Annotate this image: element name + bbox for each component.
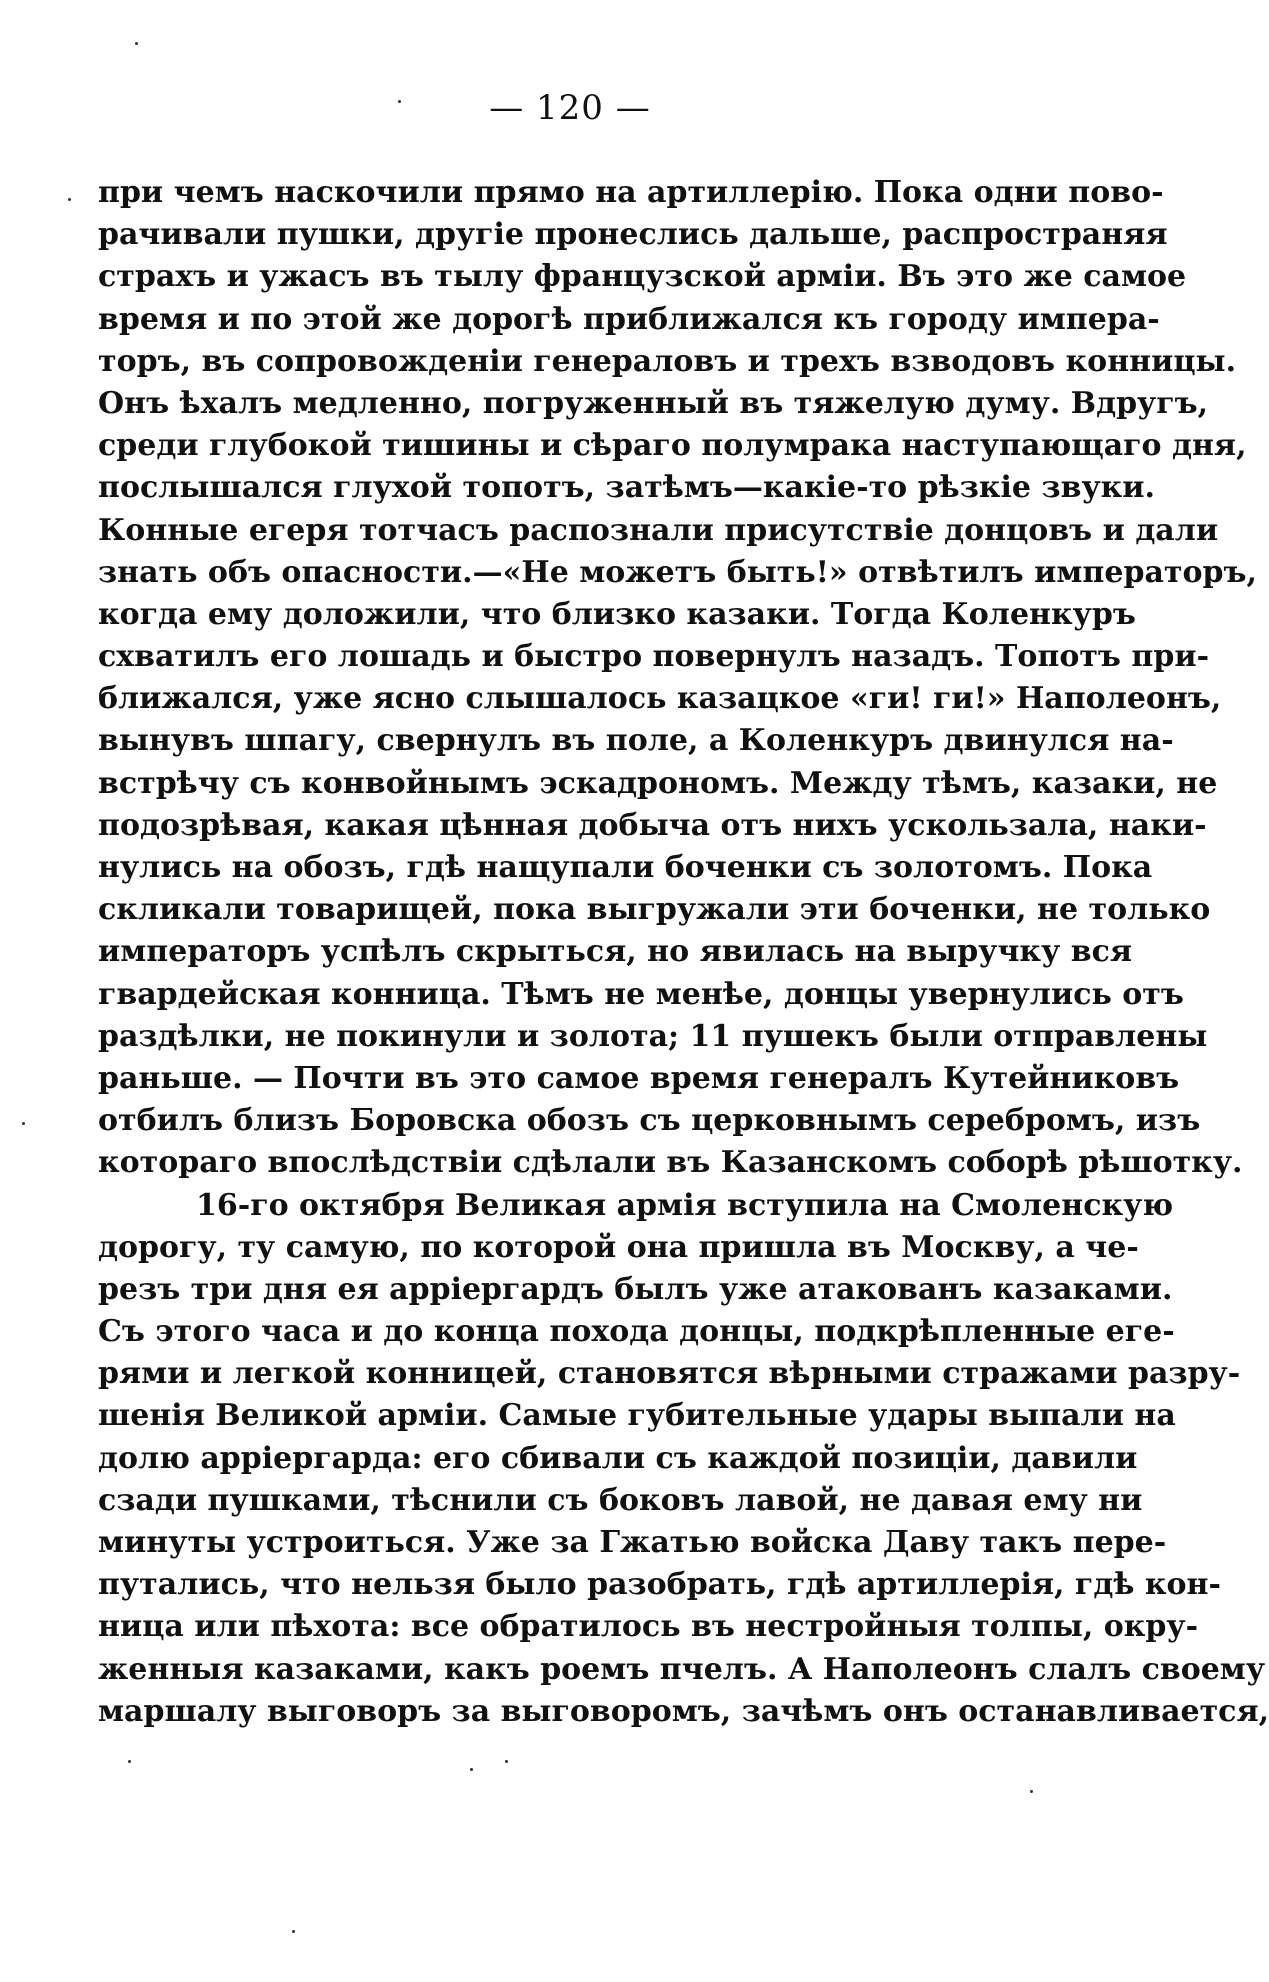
scan-speck [135,42,138,45]
text-line: маршалу выговоръ за выговоромъ, зачѣмъ онъ останавливается, [98,1693,1269,1729]
scan-speck [292,1930,295,1933]
text-line: резъ три дня ея арріергардъ былъ уже атакованъ казаками. [98,1271,1173,1307]
scan-speck [68,198,71,201]
text-line: ближался, уже ясно слышалось казацкое «ги! ги!» Наполеонъ, [98,681,1222,717]
text-line: ница или пѣхота: все обратилось въ нестройныя толпы, окру- [98,1609,1199,1645]
text-line: среди глубокой тишины и сѣраго полумрака наступающаго дня, [98,428,1247,464]
text-line: шенія Великой арміи. Самые губительные удары выпали на [98,1398,1176,1434]
text-line: императоръ успѣлъ скрыться, но явилась на выручку вся [98,934,1133,970]
page-number: — 120 — [489,88,651,128]
text-line: вынувъ шпагу, свернулъ въ поле, а Коленкуръ двинулся на- [98,723,1174,759]
text-line: подозрѣвая, какая цѣнная добыча отъ нихъ ускользала, наки- [98,807,1207,843]
scan-speck [398,100,401,103]
text-line: 16-го октября Великая армія вступила на Смоленскую [196,1187,1174,1223]
paragraph-1 [98,172,1257,1185]
scan-speck [1030,1790,1033,1793]
text-line: знать объ опасности.—«Не можетъ быть!» отвѣтилъ императоръ, [98,554,1257,590]
text-line: дорогу, ту самую, по которой она пришла въ Москву, а че- [98,1229,1139,1265]
scan-speck [470,1768,473,1771]
text-line: путались, что нельзя было разобрать, гдѣ артиллерія, гдѣ кон- [98,1567,1221,1603]
text-line: отбилъ близъ Боровска обозъ съ церковнымъ серебромъ, изъ [98,1103,1201,1139]
text-line: при чемъ наскочили прямо на артиллерію. Пока одни пово- [98,175,1164,210]
text-line: страхъ и ужасъ въ тылу французской арміи. Въ это же самое [98,259,1187,295]
text-line: скликали товарищей, пока выгружали эти боченки, не только [98,892,1211,928]
text-line: женныя казаками, какъ роемъ пчелъ. А Наполеонъ слалъ своему [98,1651,1266,1687]
body-text [98,172,1269,1733]
text-line: гвардейская конница. Тѣмъ не менѣе, донцы увернулись отъ [98,976,1184,1012]
scan-speck [22,1122,25,1125]
text-line: рачивали пушки, другіе пронеслись дальше, распространяя [98,217,1168,253]
text-line: минуты устроиться. Уже за Гжатью войска Даву такъ пере- [98,1525,1167,1560]
text-line: Съ этого часа и до конца похода донцы, подкрѣпленные егe- [98,1314,1175,1350]
text-line: время и по этой же дорогѣ приближался къ городу импера- [98,301,1160,337]
paragraph-2 [98,1185,1269,1733]
text-line: нулись на обозъ, гдѣ нащупали боченки съ золотомъ. Пока [98,850,1153,885]
text-line: Конные егеря тотчасъ распознали присутствіе донцовъ и дали [98,512,1219,548]
scan-speck [505,1760,508,1763]
text-line: схватилъ его лошадь и быстро повернулъ назадъ. Топотъ при- [98,639,1210,675]
text-line: раньше. — Почти въ это самое время генералъ Кутейниковъ [98,1060,1180,1096]
text-line: когда ему доложили, что близко казаки. Тогда Коленкуръ [98,596,1136,632]
text-line: послышался глухой топотъ, затѣмъ—какіе-то рѣзкіе звуки. [98,470,1156,506]
text-line: долю арріергарда: его сбивали съ каждой позиціи, давили [98,1440,1138,1476]
text-line: встрѣчу съ конвойнымъ эскадрономъ. Между тѣмъ, казаки, не [98,765,1218,801]
text-line: торъ, въ сопровожденіи генераловъ и трехъ взводовъ конницы. [98,343,1237,379]
scan-speck [128,1760,131,1763]
text-line: рями и легкой конницей, становятся вѣрными стражами разру- [98,1356,1241,1392]
text-line: котораго впослѣдствіи сдѣлали въ Казанскомъ соборѣ рѣшотку. [98,1145,1243,1181]
text-line: сзади пушками, тѣснили съ боковъ лавой, не давая ему ни [98,1482,1143,1518]
text-line: Онъ ѣхалъ медленно, погруженный въ тяжелую думу. Вдругъ, [98,385,1209,421]
text-line: раздѣлки, не покинули и золота; 11 пушекъ были отправлены [98,1018,1208,1054]
